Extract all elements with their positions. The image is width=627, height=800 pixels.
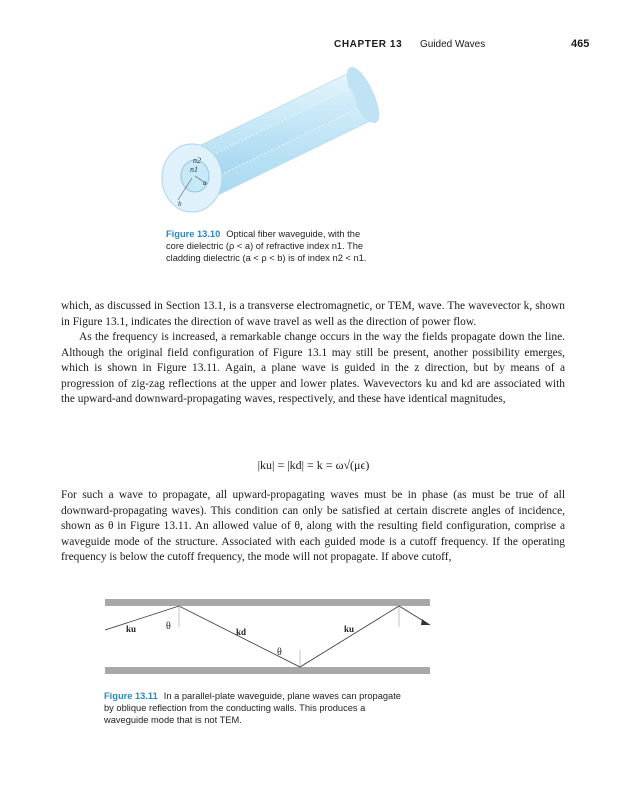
equation-k-magnitudes: |ku| = |kd| = k = ω√(μϵ) — [257, 458, 370, 472]
body-text-upper — [61, 299, 565, 408]
ray-arrowhead — [421, 619, 430, 625]
label-ku-right: ku — [344, 624, 355, 634]
label-n1: n1 — [190, 165, 198, 174]
label-theta-bottom: θ — [277, 647, 282, 658]
paragraph-1: which, as discussed in Section 13.1, is a transverse electromagnetic, or TEM, wave. The wavevector k, shown in Figure 13.1, indicates the direction of wave travel as well as the direction of power flow. — [61, 300, 565, 328]
figure-13-10-label: Figure 13.10 — [166, 229, 221, 239]
figure-13-11-caption — [104, 690, 404, 726]
running-header — [0, 38, 627, 54]
figure-13-10-text: Optical fiber waveguide, with the core dielectric (ρ < a) of refractive index n1. The cladding dielectric (a < ρ < b) is of index n2 < n1. — [166, 229, 367, 263]
paragraph-3: For such a wave to propagate, all upward-propagating waves must be in phase (as must be true of all downward-propagating waves). This condition can only be satisfied at certain discrete angles of incidence, shown as θ in Figure 13.11. An allowed value of θ, along with the resulting field configuration, comprise a waveguide mode of the structure. Associated with each guided mode is a cutoff frequency. If the operating frequency is below the cutoff frequency, the mode will not propagate. If above cutoff, — [61, 489, 565, 563]
figure-13-11-label: Figure 13.11 — [104, 691, 158, 701]
label-theta-top: θ — [166, 621, 171, 632]
label-kd: kd — [236, 627, 247, 637]
label-ku-left: ku — [126, 624, 137, 634]
label-n2: n2 — [193, 156, 201, 165]
lower-plate — [105, 667, 430, 674]
section-title: Guided Waves — [420, 39, 486, 50]
optical-fiber-figure — [150, 60, 390, 220]
figure-13-11-text: In a parallel-plate waveguide, plane waves can propagate by oblique reflection from the conducting walls. This produces a waveguide mode that is not TEM. — [104, 691, 401, 725]
label-a: a — [203, 179, 207, 187]
upper-plate — [105, 599, 430, 606]
parallel-plate-figure — [100, 595, 440, 683]
label-b: b — [178, 200, 182, 208]
page-number: 465 — [571, 38, 590, 50]
body-text-lower — [61, 488, 565, 566]
paragraph-2: As the frequency is increased, a remarkable change occurs in the way the fields propagate down the line. Although the original field configuration of Figure 13.1 may still be present, another possibility emerges, which is shown in Figure 13.11. Again, a plane wave is guided in the z direction, but by means of a progression of zig-zag reflections at the upper and lower plates. Wavevectors ku and kd are associated with the upward-and downward-propagating waves, respectively, and these have identical magnitudes, — [61, 331, 565, 405]
figure-13-10-caption — [166, 228, 380, 264]
chapter-label: CHAPTER 13 — [334, 39, 403, 50]
zigzag-ray — [105, 606, 430, 667]
